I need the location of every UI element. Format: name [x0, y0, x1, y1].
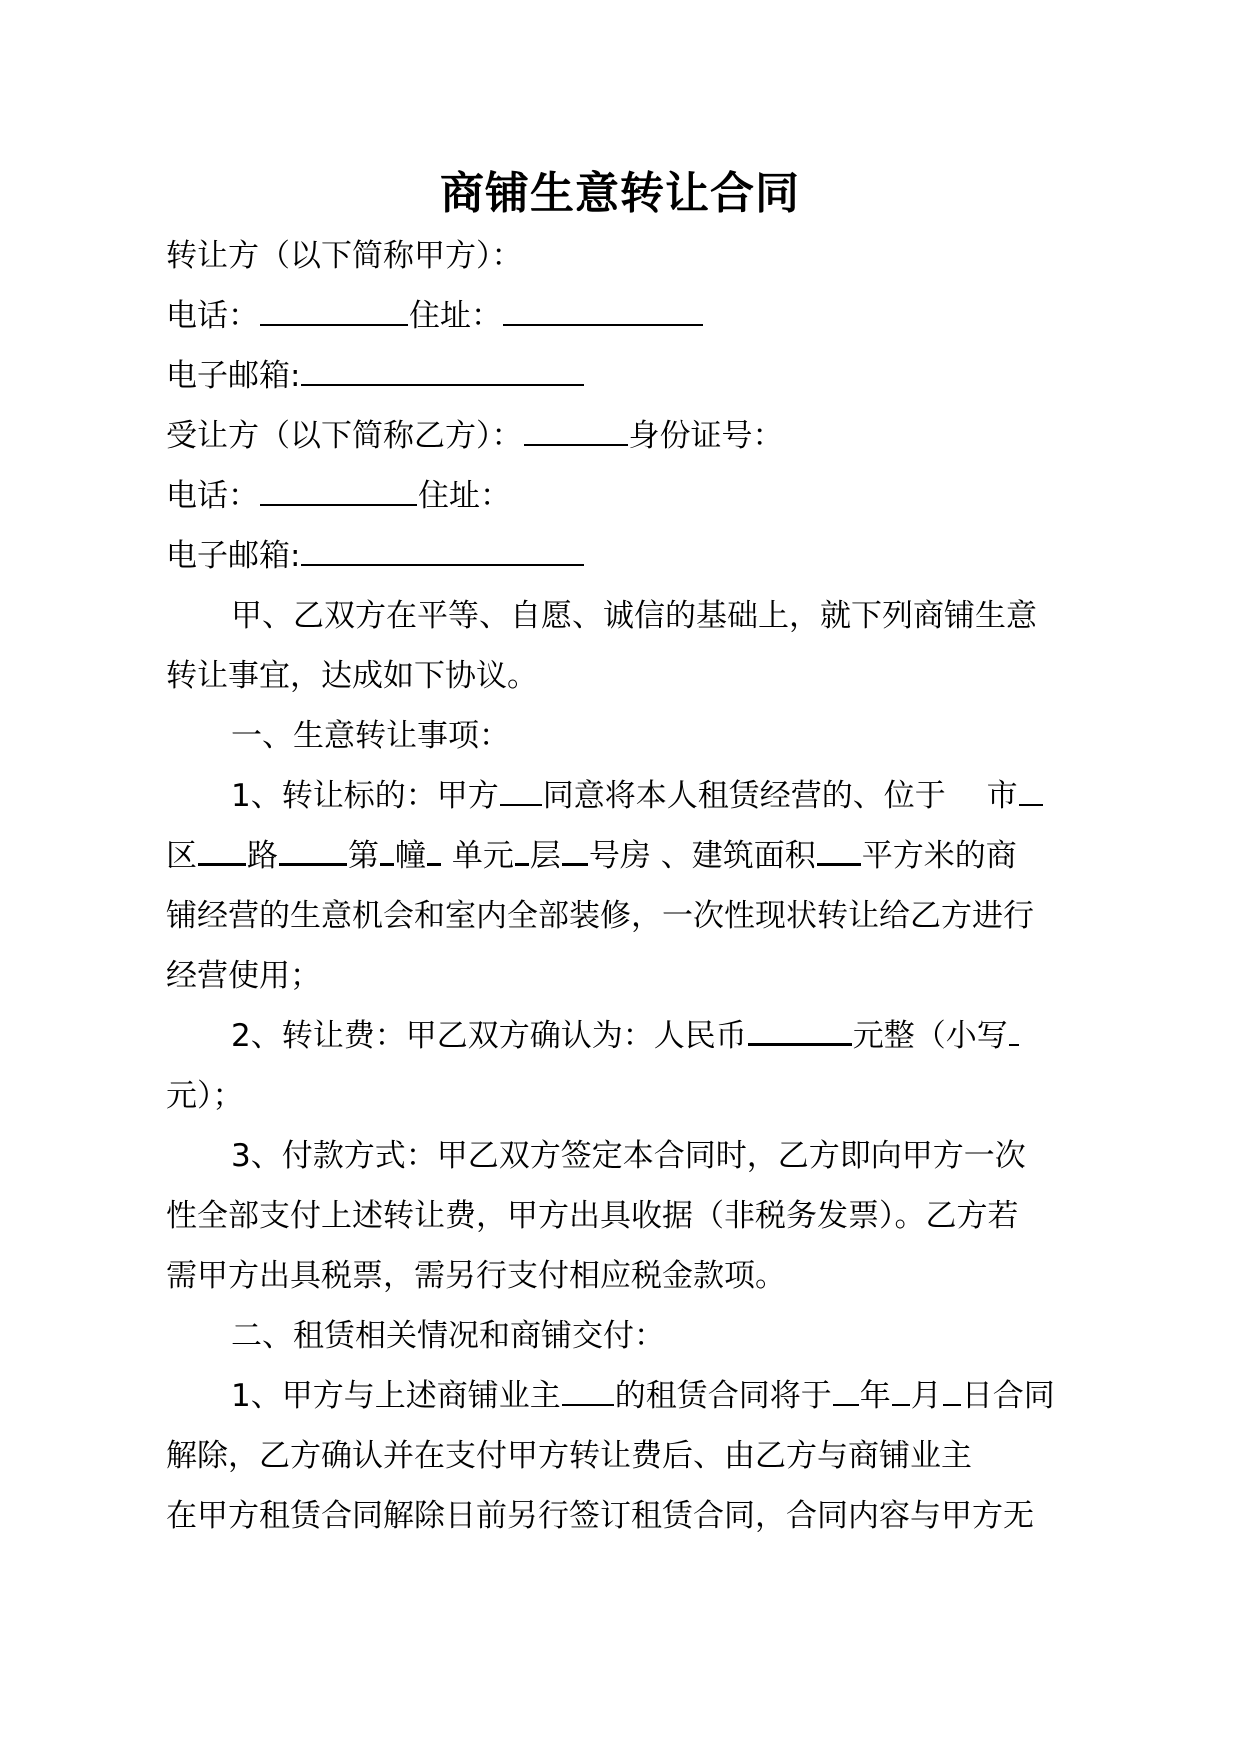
item-1-3-line-3: 需甲方出具税票，需另行支付相应税金款项。 [166, 1258, 786, 1294]
item-1-1-line-1 [166, 766, 1118, 826]
item-2-1-line-3: 在甲方租赁合同解除日前另行签订租赁合同，合同内容与甲方无 [166, 1498, 1034, 1534]
fee-small-blank [1009, 1014, 1019, 1046]
item-1-1-line-2 [166, 826, 1118, 886]
party-a-address-label: 住址： [409, 298, 502, 334]
party-a-email-blank [301, 354, 584, 386]
item-1-1-text-a: 1、转让标的：甲方 [231, 778, 499, 814]
party-b-id-label: 身份证号： [628, 418, 784, 454]
party-a-heading: 转让方（以下简称甲方）： [166, 238, 523, 274]
item-2-1-text-e: 日合同 [961, 1378, 1055, 1414]
item-1-3-line-2: 性全部支付上述转让费，甲方出具收据（非税务发票）。乙方若 [166, 1198, 1019, 1234]
floor-label: 层 [529, 838, 561, 874]
year-blank [833, 1374, 859, 1406]
district-label: 区 [166, 838, 197, 874]
item-1-1-line-4: 经营使用； [166, 958, 321, 994]
party-a-email-line [166, 346, 1118, 406]
party-b-email-line [166, 526, 1118, 586]
item-1-3-line-1: 3、付款方式：甲乙双方签定本合同时，乙方即向甲方一次 [231, 1138, 1026, 1174]
section-2-heading: 二、租赁相关情况和商铺交付： [231, 1318, 665, 1354]
unit-label: 单元 [442, 838, 514, 874]
transferor-blank [500, 774, 542, 806]
document-title: 商铺生意转让合同 [440, 168, 800, 219]
item-1-1-line-3: 铺经营的生意机会和室内全部装修，一次性现状转让给乙方进行 [166, 898, 1034, 934]
floor-blank [562, 833, 588, 866]
road-label: 路 [247, 838, 278, 874]
number-blank [380, 833, 394, 866]
building-label: 幢 [395, 838, 426, 874]
room-area-label: 号房 、建筑面积 [588, 838, 816, 874]
item-2-1-line-1 [166, 1366, 1118, 1426]
contract-body [166, 226, 1118, 1546]
party-a-phone-blank [260, 294, 408, 326]
party-b-email-label: 电子邮箱: [166, 538, 301, 574]
party-b-heading: 受让方（以下简称乙方）： [166, 418, 523, 454]
item-2-1-text-a: 1、甲方与上述商铺业主 [231, 1378, 561, 1414]
item-1-1-text-b: 同意将本人租赁经营的、位于 市 [542, 778, 1018, 814]
road-blank [279, 833, 347, 866]
item-2-1-line-2: 解除，乙方确认并在支付甲方转让费后、由乙方与商铺业主 [166, 1438, 972, 1474]
month-label: 月 [910, 1378, 942, 1414]
item-2-1-text-b: 的租赁合同将于 [614, 1378, 832, 1414]
month-blank [892, 1374, 910, 1406]
fee-amount-blank [748, 1013, 852, 1046]
party-b-phone-label: 电话： [166, 478, 259, 514]
party-a-email-label: 电子邮箱: [166, 358, 301, 394]
intro-line-1: 甲、乙双方在平等、自愿、诚信的基础上，就下列商铺生意 [231, 598, 1037, 634]
day-blank [943, 1374, 961, 1406]
district-blank [198, 833, 246, 866]
section-1-heading: 一、生意转让事项： [231, 718, 510, 754]
party-b-phone-blank [260, 474, 417, 506]
item-1-2-line-2: 元）； [166, 1078, 244, 1114]
item-1-2-text-b: 元整（小写 [852, 1018, 1008, 1054]
item-1-2-line-1 [166, 1006, 1118, 1066]
number-label: 第 [348, 838, 379, 874]
party-a-address-blank [503, 294, 703, 326]
intro-line-2: 转让事宜，达成如下协议。 [166, 658, 538, 694]
area-unit-label: 平方米的商 [861, 838, 1017, 874]
party-b-contact-line [166, 466, 1118, 526]
party-a-contact-line [166, 286, 1118, 346]
building-blank [427, 833, 441, 866]
party-b-address-label: 住址： [418, 478, 511, 514]
party-a-phone-label: 电话： [166, 298, 259, 334]
party-b-email-blank [301, 534, 584, 566]
item-1-2-text-a: 2、转让费：甲乙双方确认为：人民币 [231, 1018, 747, 1054]
party-b-heading-line [166, 406, 1118, 466]
party-b-name-blank [524, 414, 628, 446]
unit-blank [515, 833, 529, 866]
owner-blank [562, 1374, 614, 1406]
city-blank [1019, 774, 1043, 806]
year-label: 年 [859, 1378, 891, 1414]
area-blank [817, 833, 861, 866]
